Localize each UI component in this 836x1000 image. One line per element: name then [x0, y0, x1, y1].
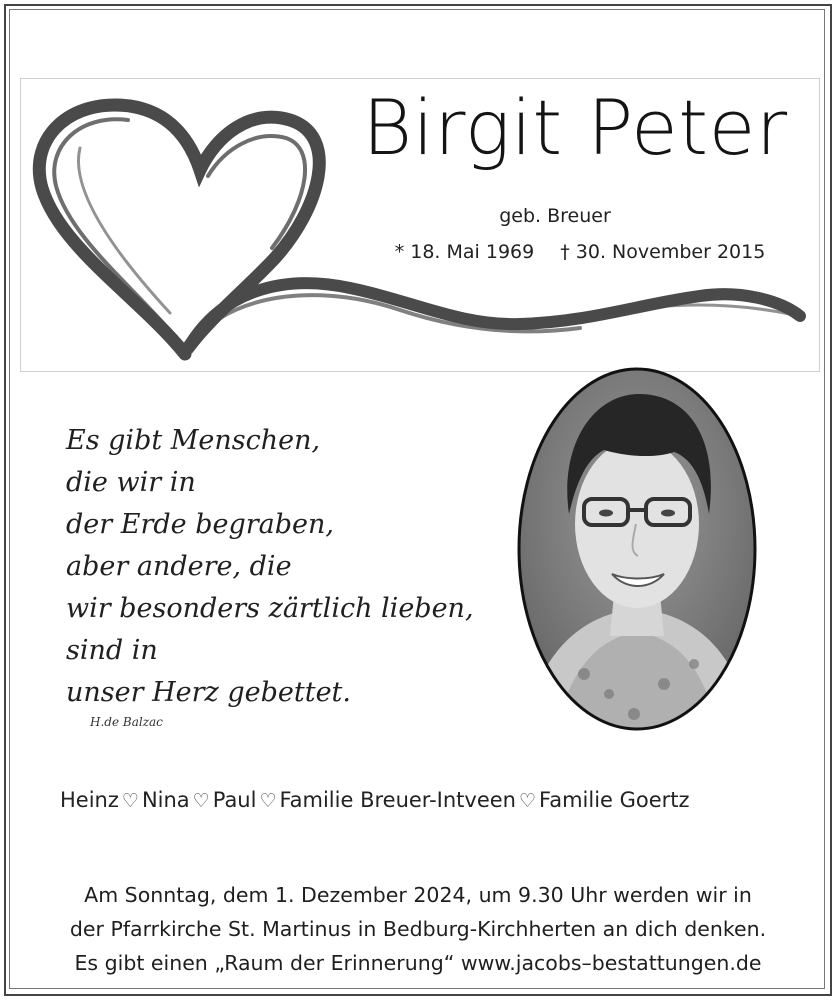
mourner-name: Familie Breuer-Intveen: [279, 788, 516, 812]
notice-line: Am Sonntag, dem 1. Dezember 2024, um 9.30 Uhr werden wir in: [84, 883, 752, 907]
mourners-line: [60, 788, 800, 812]
portrait-photo: [514, 364, 760, 734]
death-date: † 30. November 2015: [560, 241, 766, 263]
poem-line: die wir in: [66, 467, 196, 498]
heart-outline-icon: ♡: [192, 790, 210, 812]
life-dates: [380, 241, 780, 263]
poem: [66, 420, 536, 714]
poem-line: unser Herz gebettet.: [66, 677, 351, 708]
poem-line: wir besonders zärtlich lieben,: [66, 593, 474, 624]
memorial-notice: [36, 878, 800, 980]
deceased-name: Birgit Peter: [362, 83, 788, 172]
mourner-name: Familie Goertz: [539, 788, 690, 812]
notice-line: der Pfarrkirche St. Martinus in Bedburg-Kirchherten an dich denken.: [69, 917, 767, 941]
mourner-name: Paul: [212, 788, 257, 812]
mourner-name: Nina: [141, 788, 190, 812]
heart-outline-icon: ♡: [121, 790, 139, 812]
poem-author: H.de Balzac: [90, 715, 163, 729]
poem-line: Es gibt Menschen,: [66, 425, 321, 456]
birth-date: * 18. Mai 1969: [394, 241, 535, 263]
poem-line: sind in: [66, 635, 158, 666]
poem-line: der Erde begraben,: [66, 509, 334, 540]
heart-outline-icon: ♡: [259, 790, 277, 812]
heart-outline-icon: ♡: [519, 790, 537, 812]
poem-line: aber andere, die: [66, 551, 292, 582]
notice-line: Es gibt einen „Raum der Erinnerung“ www.jacobs–bestattungen.de: [74, 951, 762, 975]
maiden-name: geb. Breuer: [499, 205, 611, 227]
mourner-name: Heinz: [60, 788, 119, 812]
